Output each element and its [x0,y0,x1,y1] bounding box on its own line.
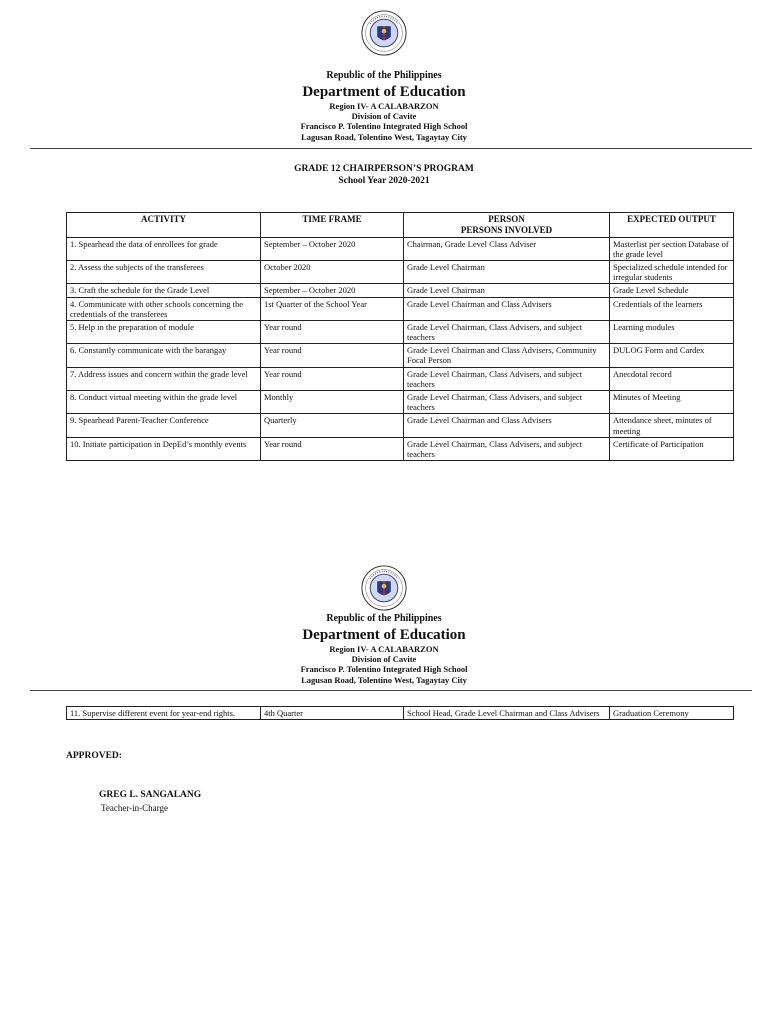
table-row [67,284,734,297]
time-frame-cell: September – October 2020 [261,284,404,297]
time-frame-cell: Year round [261,437,404,460]
time-frame-cell: 1st Quarter of the School Year [261,297,404,320]
activity-cell: 8. Conduct virtual meeting within the grade level [67,391,261,414]
persons-involved-cell: Grade Level Chairman, Class Advisers, and subject teachers [404,437,610,460]
letterhead [0,613,768,685]
program-title: GRADE 12 CHAIRPERSON’S PROGRAM [294,164,474,174]
column-header-time-frame: TIME FRAME [261,213,404,238]
expected-output-cell: Credentials of the learners [610,297,734,320]
persons-involved-cell: Chairman, Grade Level Class Adviser [404,237,610,260]
expected-output-cell: Masterlist per section Database of the grade level [610,237,734,260]
time-frame-cell: September – October 2020 [261,237,404,260]
department-name: Department of Education [302,84,466,100]
signatory-name: GREG L. SANGALANG [99,790,202,800]
persons-involved-cell: Grade Level Chairman and Class Advisers, Community Focal Person [404,344,610,367]
table-row [67,260,734,283]
table-row [67,414,734,437]
region-line: Region IV- A CALABARZON [329,101,439,111]
program-table [66,212,734,461]
signatory-position: Teacher-in-Charge [101,803,168,813]
expected-output-cell: Anecdotal record [610,367,734,390]
activity-cell: 11. Supervise different event for year-end rights. [67,707,261,720]
time-frame-cell: October 2020 [261,260,404,283]
expected-output-cell: Minutes of Meeting [610,391,734,414]
expected-output-cell: Grade Level Schedule [610,284,734,297]
school-address: Lagusan Road, Tolentino West, Tagaytay City [301,674,467,685]
republic-line: Republic of the Philippines [326,613,442,624]
persons-involved-cell: Grade Level Chairman, Class Advisers, and subject teachers [404,320,610,343]
table-row [67,367,734,390]
time-frame-cell: Quarterly [261,414,404,437]
school-address: Lagusan Road, Tolentino West, Tagaytay City [301,131,467,142]
expected-output-cell: Graduation Ceremony [610,707,734,720]
persons-involved-cell: Grade Level Chairman and Class Advisers [404,414,610,437]
document-page-2 [0,555,768,1024]
time-frame-cell: Year round [261,344,404,367]
department-name: Department of Education [302,627,466,643]
activity-cell: 3. Craft the schedule for the Grade Level [67,284,261,297]
table-row [67,297,734,320]
persons-involved-cell: Grade Level Chairman [404,260,610,283]
school-name: Francisco P. Tolentino Integrated High School [300,664,468,675]
region-line: Region IV- A CALABARZON [329,644,439,654]
activity-cell: 7. Address issues and concern within the grade level [67,367,261,390]
program-title-block [0,163,768,188]
column-header-expected-output: EXPECTED OUTPUT [610,213,734,238]
expected-output-cell: Certificate of Participation [610,437,734,460]
header-divider [30,148,752,149]
letterhead [0,70,768,142]
table-row [67,344,734,367]
expected-output-cell: DULOG Form and Cardex [610,344,734,367]
activity-cell: 4. Communicate with other schools concerning the credentials of the transferees [67,297,261,320]
time-frame-cell: Year round [261,320,404,343]
table-header-row [67,213,734,238]
persons-involved-cell: Grade Level Chairman and Class Advisers [404,297,610,320]
time-frame-cell: Year round [261,367,404,390]
table-row [67,237,734,260]
table-row [67,437,734,460]
activity-cell: 10. Initiate participation in DepEd’s monthly events [67,437,261,460]
table-row [67,707,734,720]
expected-output-cell: Attendance sheet, minutes of meeting [610,414,734,437]
activity-cell: 5. Help in the preparation of module [67,320,261,343]
deped-seal-icon [361,10,407,56]
activity-cell: 1. Spearhead the data of enrollees for grade [67,237,261,260]
time-frame-cell: 4th Quarter [261,707,404,720]
deped-seal-icon [361,565,407,611]
header-divider [30,690,752,691]
division-line: Division of Cavite [351,111,417,122]
expected-output-cell: Specialized schedule intended for irregular students [610,260,734,283]
republic-line: Republic of the Philippines [326,70,442,81]
program-table-continued [66,706,734,720]
division-line: Division of Cavite [351,654,417,665]
school-name: Francisco P. Tolentino Integrated High School [300,121,468,132]
time-frame-cell: Monthly [261,391,404,414]
activity-cell: 6. Constantly communicate with the barangay [67,344,261,367]
activity-cell: 9. Spearhead Parent-Teacher Conference [67,414,261,437]
persons-involved-cell: School Head, Grade Level Chairman and Class Advisers [404,707,610,720]
table-row [67,320,734,343]
column-header-activity: ACTIVITY [67,213,261,238]
document-page-1 [0,0,768,500]
persons-involved-cell: Grade Level Chairman, Class Advisers, and subject teachers [404,367,610,390]
school-year: School Year 2020-2021 [338,176,430,187]
persons-involved-cell: Grade Level Chairman [404,284,610,297]
activity-cell: 2. Assess the subjects of the transferees [67,260,261,283]
approved-label: APPROVED: [66,751,122,761]
expected-output-cell: Learning modules [610,320,734,343]
persons-involved-cell: Grade Level Chairman, Class Advisers, and subject teachers [404,391,610,414]
column-header-person: PERSON PERSONS INVOLVED [404,213,610,238]
table-row [67,391,734,414]
